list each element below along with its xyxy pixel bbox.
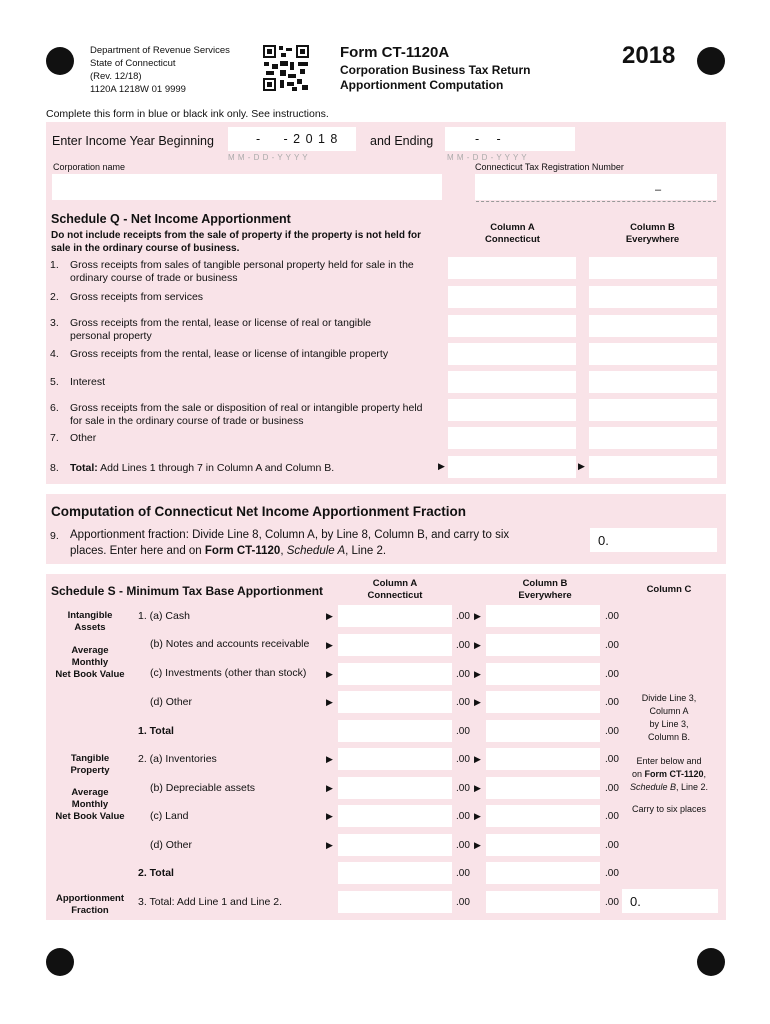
s-row-2d-col-b-input[interactable] <box>486 834 600 856</box>
s-row-2d-arrow-icon: ▶ <box>326 840 333 850</box>
schedule-q-note: Do not include receipts from the sale of property if the property is not held for sale in the ordinary course of business. <box>51 230 422 254</box>
s-row-2b-col-b-input[interactable] <box>486 777 600 799</box>
s-row-2a-arrow-icon: ▶ <box>326 754 333 764</box>
s-row-1-total-label: 1. Total <box>138 725 174 737</box>
q-line-5-col-a-input[interactable] <box>448 371 576 393</box>
ending-label: and Ending <box>370 134 434 148</box>
s-row-1d-label: (d) Other <box>150 696 193 708</box>
s-row-2-total-col-b-input[interactable] <box>486 862 600 884</box>
s-row-2c-arrow-b-icon: ▶ <box>474 811 481 821</box>
q-line-2-text: Gross receipts from services <box>70 291 204 303</box>
s-row-1a-arrow-icon: ▶ <box>326 611 333 621</box>
q-line-8-num: 8. <box>50 462 59 474</box>
s-row-1a-col-b-cents: .00 <box>605 611 619 622</box>
s-row-1c-label: (c) Investments (other than stock) <box>150 667 307 679</box>
q-line-4-num: 4. <box>50 348 59 360</box>
schedule-s-col-c-header: Column C <box>646 584 692 595</box>
fraction-line-9-text-2 <box>70 545 386 557</box>
fraction-line-9-input[interactable] <box>590 528 717 552</box>
q-line-2-num: 2. <box>50 291 59 303</box>
s-row-3-col-a-input[interactable] <box>338 891 452 913</box>
s-row-2b-col-b-cents: .00 <box>605 783 619 794</box>
s-row-3-col-b-cents: .00 <box>605 897 619 908</box>
s-row-1c-col-a-cents: .00 <box>456 669 470 680</box>
schedule-s-col-a-header: Column A Connecticut <box>367 578 423 601</box>
s-row-1d-arrow-icon: ▶ <box>326 697 333 707</box>
q-line-8-total-label: Total: <box>70 462 98 474</box>
fraction-line-9-num: 9. <box>50 530 59 542</box>
q-line-3-col-a-input[interactable] <box>448 315 576 337</box>
col-c-note-enter <box>620 755 718 794</box>
end-date-input[interactable] <box>445 127 575 151</box>
q-line-7-text: Other <box>70 432 97 444</box>
s-row-2b-col-a-cents: .00 <box>456 783 470 794</box>
begin-date-input[interactable] <box>228 127 356 151</box>
s-row-3-col-c-value: 0. <box>630 894 641 909</box>
col-c-note-schedule-ref: Schedule B <box>629 782 676 792</box>
agency-block <box>90 44 230 96</box>
q-line-2-col-b-input[interactable] <box>589 286 717 308</box>
col-c-note-form-ref: Form CT-1120 <box>644 769 704 779</box>
q-line-3-text: Gross receipts from the rental, lease or license of real or tangible personal property <box>70 317 372 342</box>
fraction-line-9-text-1: Apportionment fraction: Divide Line 8, Column A, by Line 8, Column B, and carry to six <box>70 529 510 541</box>
s-row-2-total-col-b-cents: .00 <box>605 868 619 879</box>
s-row-3-col-a-cents: .00 <box>456 897 470 908</box>
q-line-1-text: Gross receipts from sales of tangible personal property held for sale in the ordinary course of trade or business <box>70 259 414 284</box>
s-row-2-total-col-a-input[interactable] <box>338 862 452 884</box>
s-row-2a-arrow-b-icon: ▶ <box>474 754 481 764</box>
s-row-2c-col-b-input[interactable] <box>486 805 600 827</box>
apportionment-fraction-label: Apportionment Fraction <box>55 893 125 916</box>
s-row-2-total-label: 2. Total <box>138 867 174 879</box>
form-subtitle-1: Corporation Business Tax Return <box>340 63 531 77</box>
s-row-1a-col-b-input[interactable] <box>486 605 600 627</box>
q-line-5-text: Interest <box>70 376 106 388</box>
col-c-note-carry: Carry to six places <box>631 804 707 814</box>
q-line-8-desc: Add Lines 1 through 7 in Column A and Column B. <box>97 462 335 474</box>
q-line-6-num: 6. <box>50 402 59 414</box>
s-row-1b-arrow-b-icon: ▶ <box>474 640 481 650</box>
corp-name-input[interactable] <box>52 174 442 200</box>
s-row-3-text: 3. Total: Add Line 1 and Line 2. <box>138 896 283 908</box>
s-row-1d-col-a-cents: .00 <box>456 697 470 708</box>
s-row-2b-col-a-input[interactable] <box>338 777 452 799</box>
s-row-2a-col-a-input[interactable] <box>338 748 452 770</box>
q-line-4-col-b-input[interactable] <box>589 343 717 365</box>
q-line-1-num: 1. <box>50 259 59 271</box>
intangible-assets-label: Intangible Assets <box>67 610 113 633</box>
ct-reg-separator: – <box>655 184 662 196</box>
q-line-1-col-a-input[interactable] <box>448 257 576 279</box>
begin-label: Enter Income Year Beginning <box>52 134 214 148</box>
form-code: 1120A 1218W 01 9999 <box>90 84 186 95</box>
s-row-1a-label: 1. (a) Cash <box>138 610 190 622</box>
begin-date-value: - - 2 0 1 8 <box>256 132 339 146</box>
schedule-s-title: Schedule S - Minimum Tax Base Apportionment <box>51 584 324 598</box>
q-line-2-col-a-input[interactable] <box>448 286 576 308</box>
fraction-title: Computation of Connecticut Net Income Apportionment Fraction <box>51 504 466 519</box>
s-row-1-total-col-b-input[interactable] <box>486 720 600 742</box>
q-line-6-text: Gross receipts from the sale or disposition of real or intangible property held for sale in the ordinary course of trade or business <box>70 402 423 427</box>
ct-reg-label: Connecticut Tax Registration Number <box>475 162 624 172</box>
s-row-1-total-col-b-cents: .00 <box>605 726 619 737</box>
ink-instructions: Complete this form in blue or black ink only. See instructions. <box>46 108 329 120</box>
registration-mark-bottom-right <box>697 948 725 976</box>
fraction-line-9-value: 0. <box>598 533 609 548</box>
line-9-schedule-ref: Schedule A <box>286 545 346 557</box>
q-line-8-text <box>70 462 334 474</box>
s-row-1c-col-b-cents: .00 <box>605 669 619 680</box>
schedule-q-col-a-header: Column A Connecticut <box>485 222 540 245</box>
s-row-1-total-col-a-input[interactable] <box>338 720 452 742</box>
s-row-1c-col-a-input[interactable] <box>338 663 452 685</box>
q-line-6-col-a-input[interactable] <box>448 399 576 421</box>
s-row-1a-arrow-b-icon: ▶ <box>474 611 481 621</box>
s-row-3-col-b-input[interactable] <box>486 891 600 913</box>
s-row-1d-col-b-cents: .00 <box>605 697 619 708</box>
s-row-3-label <box>138 896 282 908</box>
s-row-1b-col-a-cents: .00 <box>456 640 470 651</box>
s-row-2c-col-b-cents: .00 <box>605 811 619 822</box>
s-row-1c-arrow-b-icon: ▶ <box>474 669 481 679</box>
line-9-text-2c: , <box>280 545 287 557</box>
s-row-2c-label: (c) Land <box>150 810 189 822</box>
q-line-7-num: 7. <box>50 432 59 444</box>
q-line-7-col-a-input[interactable] <box>448 427 576 449</box>
intangible-avg-label: Average Monthly Net Book Value <box>55 645 125 680</box>
schedule-q-col-b-header: Column B Everywhere <box>625 222 680 245</box>
s-row-2-total-col-a-cents: .00 <box>456 868 470 879</box>
s-row-2a-col-a-cents: .00 <box>456 754 470 765</box>
s-row-2c-col-a-cents: .00 <box>456 811 470 822</box>
s-row-2d-col-b-cents: .00 <box>605 840 619 851</box>
q-line-8-arrow-a-icon: ▶ <box>438 461 445 471</box>
begin-date-format-hint: M M - D D - Y Y Y Y <box>228 153 309 162</box>
registration-mark-bottom-left <box>46 948 74 976</box>
s-row-1-total-col-a-cents: .00 <box>456 726 470 737</box>
dept-name: Department of Revenue Services <box>90 45 230 56</box>
q-line-4-text: Gross receipts from the rental, lease or license of intangible property <box>70 348 389 360</box>
s-row-1c-col-b-input[interactable] <box>486 663 600 685</box>
s-row-2b-arrow-b-icon: ▶ <box>474 783 481 793</box>
end-date-value: - - <box>475 132 501 146</box>
s-row-2a-col-b-cents: .00 <box>605 754 619 765</box>
ct-reg-underline <box>476 201 716 202</box>
schedule-s-col-b-header: Column B Everywhere <box>518 578 572 601</box>
s-row-3-col-c-input[interactable] <box>622 889 718 913</box>
q-line-8-col-b-input[interactable] <box>589 456 717 478</box>
s-row-1b-label: (b) Notes and accounts receivable <box>150 638 310 650</box>
col-c-note-divide: Divide Line 3, Column A by Line 3, Column B. <box>641 693 697 742</box>
s-row-2a-col-b-input[interactable] <box>486 748 600 770</box>
s-row-1b-col-a-input[interactable] <box>338 634 452 656</box>
q-line-3-col-b-input[interactable] <box>589 315 717 337</box>
schedule-q-title: Schedule Q - Net Income Apportionment <box>51 212 291 226</box>
s-row-1d-col-a-input[interactable] <box>338 691 452 713</box>
end-date-format-hint: M M - D D - Y Y Y Y <box>447 153 528 162</box>
q-line-4-col-a-input[interactable] <box>448 343 576 365</box>
line-9-form-ref: Form CT-1120 <box>204 545 281 557</box>
q-line-3-num: 3. <box>50 317 59 329</box>
registration-mark-top-left <box>46 47 74 75</box>
ct-reg-input[interactable] <box>475 174 717 200</box>
q-line-5-num: 5. <box>50 376 59 388</box>
s-row-2a-label: 2. (a) Inventories <box>138 753 217 765</box>
s-row-2c-col-a-input[interactable] <box>338 805 452 827</box>
registration-mark-top-right <box>697 47 725 75</box>
col-c-note-enter-a: Enter below and on <box>631 756 702 779</box>
s-row-1b-col-b-cents: .00 <box>605 640 619 651</box>
q-line-8-arrow-b-icon: ▶ <box>578 461 585 471</box>
line-9-text-2a: places. Enter here and on <box>70 545 205 557</box>
s-row-2d-col-a-cents: .00 <box>456 840 470 851</box>
s-row-2b-arrow-icon: ▶ <box>326 783 333 793</box>
tangible-property-label: Tangible Property <box>70 753 110 776</box>
qr-code-icon <box>262 44 310 92</box>
q-line-1-col-b-input[interactable] <box>589 257 717 279</box>
state-name: State of Connecticut <box>90 58 176 69</box>
s-row-1d-arrow-b-icon: ▶ <box>474 697 481 707</box>
line-9-text-2e: , Line 2. <box>345 545 387 557</box>
s-row-2d-arrow-b-icon: ▶ <box>474 840 481 850</box>
corp-name-label: Corporation name <box>53 162 126 172</box>
tax-year: 2018 <box>622 42 676 69</box>
q-line-6-col-b-input[interactable] <box>589 399 717 421</box>
col-c-note-enter-c: , <box>703 769 707 779</box>
s-row-2b-label: (b) Depreciable assets <box>150 782 256 794</box>
s-row-1a-col-a-input[interactable] <box>338 605 452 627</box>
q-line-8-col-a-input[interactable] <box>448 456 576 478</box>
col-c-note-enter-e: , Line 2. <box>676 782 709 792</box>
s-row-1a-col-a-cents: .00 <box>456 611 470 622</box>
s-row-1b-col-b-input[interactable] <box>486 634 600 656</box>
q-line-7-col-b-input[interactable] <box>589 427 717 449</box>
q-line-5-col-b-input[interactable] <box>589 371 717 393</box>
s-row-1b-arrow-icon: ▶ <box>326 640 333 650</box>
s-row-2d-label: (d) Other <box>150 839 193 851</box>
s-row-1c-arrow-icon: ▶ <box>326 669 333 679</box>
s-row-2d-col-a-input[interactable] <box>338 834 452 856</box>
form-title: Form CT-1120A <box>340 44 450 61</box>
revision: (Rev. 12/18) <box>90 71 142 82</box>
tangible-avg-label: Average Monthly Net Book Value <box>55 787 125 822</box>
s-row-2c-arrow-icon: ▶ <box>326 811 333 821</box>
form-title-block <box>340 44 530 92</box>
form-subtitle-2: Apportionment Computation <box>340 78 504 92</box>
s-row-1d-col-b-input[interactable] <box>486 691 600 713</box>
